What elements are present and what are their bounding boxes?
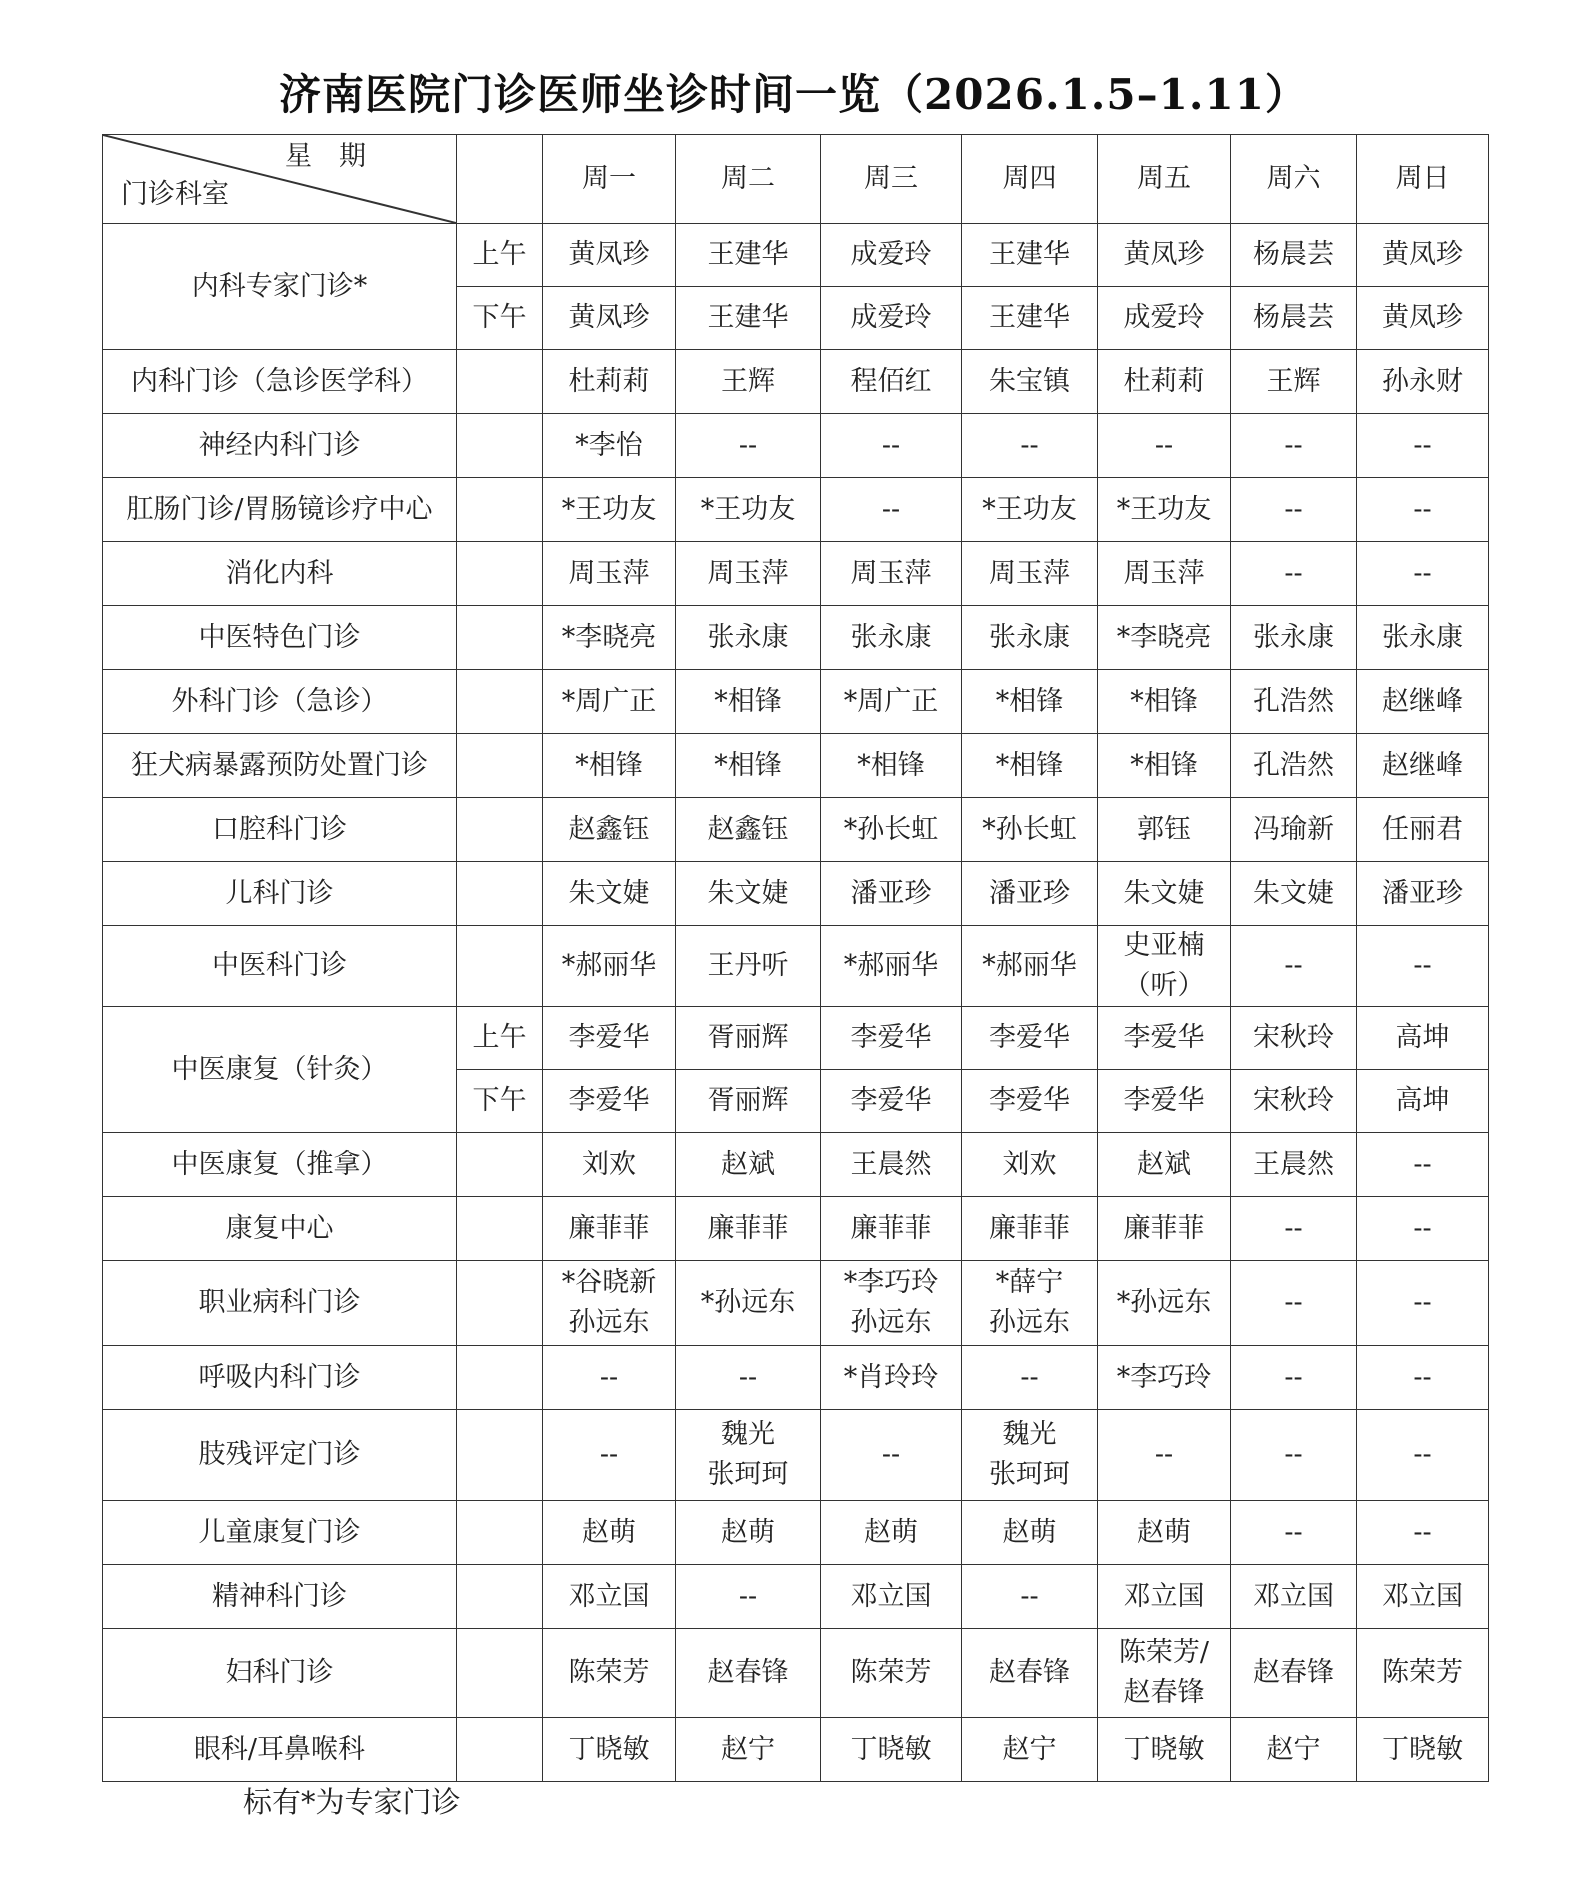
doctor-cell (962, 1261, 1098, 1346)
doctor-cell: 黄凤珍 (543, 287, 676, 350)
doctor-cell: -- (543, 1410, 676, 1501)
doctor-cell: 朱文婕 (1098, 862, 1231, 926)
table-row (103, 670, 1489, 734)
table-row (103, 1501, 1489, 1565)
doctor-cell: 朱文婕 (543, 862, 676, 926)
table-row (103, 1565, 1489, 1629)
department-cell: 神经内科门诊 (103, 414, 457, 478)
doctor-name-line: 孙远东 (568, 1307, 650, 1338)
department-cell: 中医科门诊 (103, 926, 457, 1007)
session-header (457, 135, 543, 224)
page-title: 济南医院门诊医师坐诊时间一览（2026.1.5–1.11） (279, 70, 1308, 119)
doctor-cell: -- (1231, 414, 1357, 478)
doctor-cell: 周玉萍 (1098, 542, 1231, 606)
doctor-cell: 李爱华 (962, 1070, 1098, 1133)
doctor-cell: 赵春锋 (1231, 1629, 1357, 1718)
header-row (103, 135, 1489, 224)
department-cell: 精神科门诊 (103, 1565, 457, 1629)
table-row (103, 478, 1489, 542)
doctor-cell: 张永康 (821, 606, 962, 670)
doctor-cell: 周玉萍 (962, 542, 1098, 606)
doctor-cell: 潘亚珍 (1357, 862, 1489, 926)
table-row (103, 1629, 1489, 1718)
doctor-name-line: 孙远东 (850, 1307, 932, 1338)
doctor-cell: 郭钰 (1098, 798, 1231, 862)
session-cell (457, 1410, 543, 1501)
doctor-cell: -- (1357, 478, 1489, 542)
doctor-cell: -- (1357, 1346, 1489, 1410)
day-header: 周日 (1357, 135, 1489, 224)
doctor-cell: -- (1231, 1261, 1357, 1346)
doctor-cell: 王建华 (676, 224, 821, 287)
session-cell (457, 1565, 543, 1629)
doctor-name-line: 孙远东 (989, 1307, 1070, 1338)
doctor-cell: 赵继峰 (1357, 670, 1489, 734)
day-header: 周三 (821, 135, 962, 224)
doctor-cell: 宋秋玲 (1231, 1007, 1357, 1070)
doctor-cell: 朱宝镇 (962, 350, 1098, 414)
doctor-cell: *李巧玲 (1098, 1346, 1231, 1410)
doctor-cell: 朱文婕 (676, 862, 821, 926)
doctor-cell: -- (543, 1346, 676, 1410)
doctor-cell: *相锋 (821, 734, 962, 798)
doctor-cell: 周玉萍 (821, 542, 962, 606)
table-row (103, 926, 1489, 1007)
doctor-cell: 王晨然 (1231, 1133, 1357, 1197)
doctor-cell: *相锋 (962, 734, 1098, 798)
department-cell: 内科门诊（急诊医学科） (103, 350, 457, 414)
doctor-cell: -- (676, 414, 821, 478)
session-cell: 下午 (457, 287, 543, 350)
doctor-name-line: *薛宁 (995, 1267, 1064, 1298)
doctor-cell: 李爱华 (821, 1070, 962, 1133)
doctor-cell: 赵萌 (821, 1501, 962, 1565)
doctor-cell: *肖玲玲 (821, 1346, 962, 1410)
doctor-cell: -- (1098, 1410, 1231, 1501)
doctor-cell: 廉菲菲 (676, 1197, 821, 1261)
session-cell (457, 478, 543, 542)
doctor-cell: 陈荣芳 (1357, 1629, 1489, 1718)
doctor-cell: 杨晨芸 (1231, 224, 1357, 287)
doctor-cell: -- (962, 1346, 1098, 1410)
department-cell: 儿科门诊 (103, 862, 457, 926)
doctor-cell: 赵斌 (1098, 1133, 1231, 1197)
doctor-cell: 成爱玲 (821, 224, 962, 287)
department-cell: 口腔科门诊 (103, 798, 457, 862)
doctor-name-line: 张珂珂 (707, 1459, 789, 1490)
doctor-cell: 赵鑫钰 (676, 798, 821, 862)
doctor-cell: 赵斌 (676, 1133, 821, 1197)
session-cell (457, 862, 543, 926)
footnote: 标有*为专家门诊 (243, 1785, 461, 1819)
doctor-cell: 王建华 (676, 287, 821, 350)
doctor-cell: 赵萌 (1098, 1501, 1231, 1565)
doctor-cell: 刘欢 (543, 1133, 676, 1197)
doctor-cell: -- (1098, 414, 1231, 478)
doctor-cell: 李爱华 (962, 1007, 1098, 1070)
session-cell (457, 926, 543, 1007)
doctor-cell: *相锋 (962, 670, 1098, 734)
doctor-cell: 杜莉莉 (1098, 350, 1231, 414)
doctor-cell: 李爱华 (821, 1007, 962, 1070)
doctor-name-line: 张珂珂 (989, 1459, 1070, 1490)
session-cell (457, 542, 543, 606)
schedule-table (102, 134, 1489, 1782)
doctor-cell: 廉菲菲 (821, 1197, 962, 1261)
doctor-cell: 李爱华 (543, 1007, 676, 1070)
doctor-cell: 冯瑜新 (1231, 798, 1357, 862)
doctor-cell: *郝丽华 (543, 926, 676, 1007)
doctor-cell: 周玉萍 (676, 542, 821, 606)
doctor-name-line: *谷晓新 (561, 1267, 657, 1298)
session-cell (457, 1346, 543, 1410)
department-cell: 肢残评定门诊 (103, 1410, 457, 1501)
doctor-cell: 潘亚珍 (962, 862, 1098, 926)
doctor-name-line: 史亚楠 (1123, 930, 1205, 961)
doctor-cell: *相锋 (1098, 670, 1231, 734)
doctor-cell: 王辉 (1231, 350, 1357, 414)
doctor-cell: -- (962, 1565, 1098, 1629)
doctor-cell: -- (1231, 542, 1357, 606)
doctor-cell: 黄凤珍 (1357, 224, 1489, 287)
doctor-cell: 孔浩然 (1231, 670, 1357, 734)
doctor-cell: -- (1231, 1501, 1357, 1565)
doctor-cell: 陈荣芳 (543, 1629, 676, 1718)
doctor-cell: 廉菲菲 (1098, 1197, 1231, 1261)
session-cell: 下午 (457, 1070, 543, 1133)
doctor-cell: 任丽君 (1357, 798, 1489, 862)
doctor-cell: *周广正 (543, 670, 676, 734)
doctor-cell: 王晨然 (821, 1133, 962, 1197)
doctor-cell: 张永康 (1231, 606, 1357, 670)
doctor-cell: 黄凤珍 (543, 224, 676, 287)
department-cell: 狂犬病暴露预防处置门诊 (103, 734, 457, 798)
table-row (103, 734, 1489, 798)
table-row (103, 1007, 1489, 1070)
department-cell: 呼吸内科门诊 (103, 1346, 457, 1410)
day-header: 周六 (1231, 135, 1357, 224)
doctor-cell: *周广正 (821, 670, 962, 734)
session-cell (457, 1197, 543, 1261)
doctor-cell: *李晓亮 (1098, 606, 1231, 670)
doctor-cell: 赵宁 (1231, 1718, 1357, 1782)
doctor-cell: 王辉 (676, 350, 821, 414)
doctor-cell (1098, 1629, 1231, 1718)
doctor-cell: -- (676, 1565, 821, 1629)
session-cell (457, 606, 543, 670)
table-row (103, 224, 1489, 287)
doctor-cell: -- (1357, 1197, 1489, 1261)
corner-dept-label: 门诊科室 (121, 179, 229, 210)
doctor-cell: -- (676, 1346, 821, 1410)
table-row (103, 862, 1489, 926)
doctor-cell: -- (1357, 414, 1489, 478)
doctor-cell: *孙长虹 (962, 798, 1098, 862)
doctor-cell (676, 1410, 821, 1501)
doctor-cell: 赵萌 (676, 1501, 821, 1565)
table-row (103, 1410, 1489, 1501)
doctor-cell: 赵继峰 (1357, 734, 1489, 798)
doctor-cell: 王建华 (962, 224, 1098, 287)
doctor-cell: 张永康 (962, 606, 1098, 670)
doctor-cell: 成爱玲 (821, 287, 962, 350)
doctor-name-line: 魏光 (1002, 1419, 1057, 1450)
doctor-cell: 赵春锋 (962, 1629, 1098, 1718)
doctor-cell: -- (1357, 1501, 1489, 1565)
table-row (103, 414, 1489, 478)
table-row (103, 798, 1489, 862)
doctor-cell: 邓立国 (543, 1565, 676, 1629)
doctor-cell: *李晓亮 (543, 606, 676, 670)
corner-week-label: 星 期 (285, 141, 366, 172)
session-cell (457, 1261, 543, 1346)
doctor-cell: 胥丽辉 (676, 1070, 821, 1133)
doctor-cell: 赵宁 (962, 1718, 1098, 1782)
session-cell (457, 798, 543, 862)
table-row (103, 1261, 1489, 1346)
doctor-cell: 孙永财 (1357, 350, 1489, 414)
day-header: 周五 (1098, 135, 1231, 224)
doctor-cell: 赵萌 (962, 1501, 1098, 1565)
doctor-name-line: *李巧玲 (843, 1267, 939, 1298)
doctor-cell: 刘欢 (962, 1133, 1098, 1197)
doctor-cell: *孙远东 (676, 1261, 821, 1346)
department-cell: 消化内科 (103, 542, 457, 606)
doctor-cell: 王建华 (962, 287, 1098, 350)
doctor-cell: -- (1231, 1410, 1357, 1501)
doctor-cell: 赵萌 (543, 1501, 676, 1565)
doctor-cell: 黄凤珍 (1098, 224, 1231, 287)
doctor-cell: 杨晨芸 (1231, 287, 1357, 350)
doctor-cell: 邓立国 (821, 1565, 962, 1629)
session-cell (457, 1718, 543, 1782)
session-cell (457, 670, 543, 734)
doctor-cell: 胥丽辉 (676, 1007, 821, 1070)
doctor-cell: -- (1231, 1346, 1357, 1410)
table-row (103, 606, 1489, 670)
day-header: 周四 (962, 135, 1098, 224)
doctor-cell: -- (1357, 1410, 1489, 1501)
department-cell: 职业病科门诊 (103, 1261, 457, 1346)
table-row (103, 542, 1489, 606)
doctor-cell: -- (1357, 1261, 1489, 1346)
table-row (103, 350, 1489, 414)
department-cell: 眼科/耳鼻喉科 (103, 1718, 457, 1782)
doctor-cell (821, 1261, 962, 1346)
doctor-cell: *相锋 (676, 734, 821, 798)
doctor-cell: -- (1357, 542, 1489, 606)
doctor-cell: 张永康 (676, 606, 821, 670)
doctor-cell: *相锋 (1098, 734, 1231, 798)
doctor-cell: *王功友 (676, 478, 821, 542)
department-cell: 儿童康复门诊 (103, 1501, 457, 1565)
session-cell (457, 414, 543, 478)
doctor-cell: 潘亚珍 (821, 862, 962, 926)
table-row (103, 1718, 1489, 1782)
doctor-name-line: 魏光 (721, 1419, 775, 1450)
table-row (103, 1197, 1489, 1261)
session-cell (457, 1501, 543, 1565)
department-cell: 外科门诊（急诊） (103, 670, 457, 734)
department-cell: 康复中心 (103, 1197, 457, 1261)
doctor-cell: 廉菲菲 (543, 1197, 676, 1261)
doctor-cell (543, 1261, 676, 1346)
doctor-cell: 周玉萍 (543, 542, 676, 606)
department-cell: 中医康复（针灸） (103, 1007, 457, 1133)
doctor-cell: -- (821, 1410, 962, 1501)
doctor-cell: 邓立国 (1098, 1565, 1231, 1629)
doctor-name-line: 赵春锋 (1123, 1677, 1205, 1708)
doctor-cell: 程佰红 (821, 350, 962, 414)
doctor-cell: 李爱华 (1098, 1007, 1231, 1070)
doctor-cell: 李爱华 (1098, 1070, 1231, 1133)
doctor-cell: 邓立国 (1357, 1565, 1489, 1629)
doctor-cell: -- (821, 414, 962, 478)
doctor-cell: -- (1357, 1133, 1489, 1197)
day-header: 周二 (676, 135, 821, 224)
doctor-cell: -- (1231, 926, 1357, 1007)
session-cell (457, 1629, 543, 1718)
department-cell: 妇科门诊 (103, 1629, 457, 1718)
doctor-cell: 赵宁 (676, 1718, 821, 1782)
doctor-cell (1098, 926, 1231, 1007)
department-cell: 中医康复（推拿） (103, 1133, 457, 1197)
doctor-cell: *王功友 (1098, 478, 1231, 542)
doctor-cell: *孙长虹 (821, 798, 962, 862)
day-header: 周一 (543, 135, 676, 224)
doctor-cell: 孔浩然 (1231, 734, 1357, 798)
doctor-name-line: （听） (1123, 970, 1205, 1001)
doctor-cell: 杜莉莉 (543, 350, 676, 414)
doctor-cell: 成爱玲 (1098, 287, 1231, 350)
department-cell: 内科专家门诊* (103, 224, 457, 350)
doctor-cell: 赵春锋 (676, 1629, 821, 1718)
doctor-cell: 高坤 (1357, 1070, 1489, 1133)
doctor-cell: -- (1357, 926, 1489, 1007)
doctor-cell: -- (1231, 1197, 1357, 1261)
department-cell: 肛肠门诊/胃肠镜诊疗中心 (103, 478, 457, 542)
doctor-cell: -- (821, 478, 962, 542)
doctor-cell: 高坤 (1357, 1007, 1489, 1070)
department-cell: 中医特色门诊 (103, 606, 457, 670)
doctor-cell: 赵鑫钰 (543, 798, 676, 862)
session-cell: 上午 (457, 1007, 543, 1070)
doctor-cell: 王丹听 (676, 926, 821, 1007)
doctor-cell (962, 1410, 1098, 1501)
doctor-cell: 宋秋玲 (1231, 1070, 1357, 1133)
doctor-cell: 黄凤珍 (1357, 287, 1489, 350)
doctor-cell: *相锋 (676, 670, 821, 734)
table-row (103, 1133, 1489, 1197)
doctor-cell: 丁晓敏 (1357, 1718, 1489, 1782)
doctor-cell: *李怡 (543, 414, 676, 478)
doctor-cell: 廉菲菲 (962, 1197, 1098, 1261)
doctor-name-line: 陈荣芳/ (1118, 1637, 1210, 1668)
doctor-cell: *相锋 (543, 734, 676, 798)
session-cell (457, 1133, 543, 1197)
doctor-cell: *郝丽华 (821, 926, 962, 1007)
doctor-cell: 丁晓敏 (1098, 1718, 1231, 1782)
doctor-cell: 邓立国 (1231, 1565, 1357, 1629)
doctor-cell: *郝丽华 (962, 926, 1098, 1007)
doctor-cell: *王功友 (543, 478, 676, 542)
table-row (103, 1346, 1489, 1410)
doctor-cell: 丁晓敏 (543, 1718, 676, 1782)
session-cell (457, 734, 543, 798)
doctor-cell: 丁晓敏 (821, 1718, 962, 1782)
doctor-cell: 陈荣芳 (821, 1629, 962, 1718)
corner-cell (103, 135, 457, 224)
doctor-cell: *孙远东 (1098, 1261, 1231, 1346)
doctor-cell: -- (962, 414, 1098, 478)
session-cell (457, 350, 543, 414)
doctor-cell: 张永康 (1357, 606, 1489, 670)
doctor-cell: -- (1231, 478, 1357, 542)
doctor-cell: *王功友 (962, 478, 1098, 542)
doctor-cell: 李爱华 (543, 1070, 676, 1133)
doctor-cell: 朱文婕 (1231, 862, 1357, 926)
session-cell: 上午 (457, 224, 543, 287)
